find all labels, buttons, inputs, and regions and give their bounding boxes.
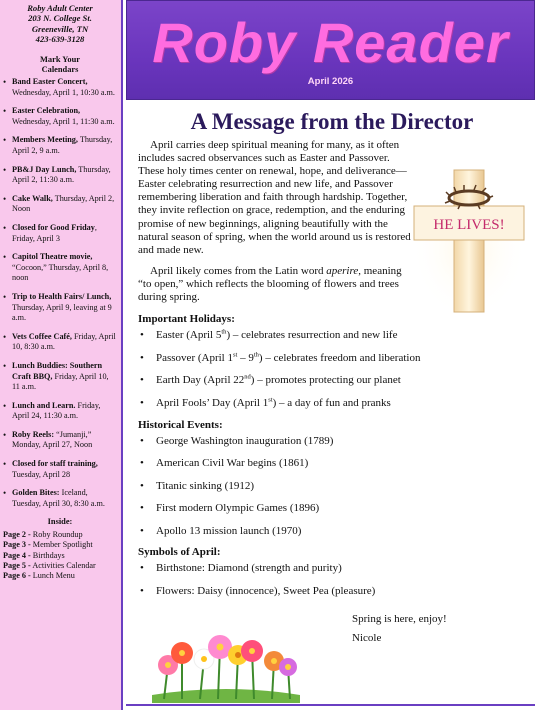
event-item: • Easter Celebration, Wednesday, April 1, 11:30 a.m. <box>3 106 117 127</box>
event-item: • Lunch Buddies: Southern Craft BBQ, Friday, April 10, 11 a.m. <box>3 361 117 393</box>
history-heading: Historical Events: <box>138 418 223 431</box>
org-phone: 423-639-3128 <box>35 34 85 45</box>
symbols-heading: Symbols of April: <box>138 546 221 559</box>
signoff-name: Nicole <box>352 632 382 644</box>
contents-item: Page 6 - Lunch Menu <box>3 571 75 581</box>
inside-contents <box>3 530 117 581</box>
list-item: • Passover (April 1st – 9th) – celebrates freedom and liberation <box>138 352 530 365</box>
event-item: • Vets Coffee Café, Friday, April 10, 8:30 a.m. <box>3 332 117 353</box>
event-item: • Members Meeting, Thursday, April 2, 9 a.m. <box>3 135 117 156</box>
org-city: Greeneville, TN <box>31 23 89 34</box>
symbols-list <box>138 562 530 598</box>
org-name: Roby Adult Center <box>27 3 93 13</box>
bottom-rule <box>126 704 535 706</box>
event-item: • Closed for Good Friday, Friday, April 3 <box>3 223 117 244</box>
event-item: • PB&J Day Lunch, Thursday, April 2, 11:30 a.m. <box>3 165 117 186</box>
list-item: • First modern Olympic Games (1896) <box>138 502 530 515</box>
event-item: • Lunch and Learn. Friday, April 24, 11:30 a.m. <box>3 401 117 422</box>
signoff-line: Spring is here, enjoy! <box>352 613 447 625</box>
contents-item: Page 2 - Roby Roundup <box>3 530 83 540</box>
signoff <box>352 610 447 648</box>
event-list <box>3 77 117 509</box>
org-street: 203 N. College St. <box>28 13 92 24</box>
event-item: • Band Easter Concert, Wednesday, April 1, 10:30 a.m. <box>3 77 117 98</box>
masthead-banner <box>126 0 535 100</box>
list-item: • Apollo 13 mission launch (1970) <box>138 525 530 538</box>
center-address <box>3 3 117 45</box>
holidays-list <box>138 329 530 410</box>
list-item: • George Washington inauguration (1789) <box>138 435 530 448</box>
event-item: • Roby Reels: “Jumanji,” Monday, April 27, Noon <box>3 430 117 451</box>
sidebar <box>0 0 123 710</box>
list-item: • Earth Day (April 22nd) – promotes protecting our planet <box>138 374 530 387</box>
contents-item: Page 4 - Birthdays <box>3 550 65 560</box>
cross-caption: HE LIVES! <box>433 217 505 233</box>
spring-flowers-icon <box>148 625 304 703</box>
event-item: • Golden Bites: Iceland, Tuesday, April 30, 8:30 a.m. <box>3 488 117 509</box>
contents-item: Page 3 - Member Spotlight <box>3 540 93 550</box>
inside-title: Inside: <box>47 517 73 527</box>
list-item: • Flowers: Daisy (innocence), Sweet Pea (pleasure) <box>138 585 530 598</box>
newsletter-title: Roby Reader <box>152 11 509 74</box>
event-item: • Capitol Theatre movie, “Cocoon,” Thursday, April 8, noon <box>3 252 117 284</box>
contents-item: Page 5 - Activities Calendar <box>3 560 96 570</box>
event-item: • Trip to Health Fairs/ Lunch, Thursday, April 9, leaving at 9 a.m. <box>3 292 117 324</box>
list-item: • Birthstone: Diamond (strength and purity) <box>138 562 530 575</box>
etymology-paragraph: April likely comes from the Latin word aperire, meaning “to open,” which reflects the blooming of flowers and trees during spring. <box>138 264 402 304</box>
intro-paragraph: April carries deep spiritual meaning for many, as it often includes sacred observances such as Easter and Passover. These holy times center on renewal, hope, and deliverance—Easter celebrating resurrection and new life, and Passover remembering liberation and faith through hardship. Together, they invite reflection on grace, redemption, and the enduring promise of new beginnings, aligning beautifully with the natural season of spring, when the world around us is restored and made new. <box>138 139 411 256</box>
issue-date: April 2026 <box>307 76 354 87</box>
article-headline: A Message from the Director <box>190 109 474 134</box>
calendar-title: Mark Your Calendars <box>40 54 80 74</box>
history-list <box>138 435 530 538</box>
event-item: • Closed for staff training, Tuesday, April 28 <box>3 459 117 480</box>
list-item: • April Fools’ Day (April 1st) – a day of fun and pranks <box>138 397 530 410</box>
event-item: • Cake Walk, Thursday, April 2, Noon <box>3 194 117 215</box>
list-item: • Easter (April 5th) – celebrates resurrection and new life <box>138 329 530 342</box>
list-item: • Titanic sinking (1912) <box>138 480 530 493</box>
list-item: • American Civil War begins (1861) <box>138 457 530 470</box>
easter-cross-icon <box>410 168 528 313</box>
holidays-heading: Important Holidays: <box>138 313 235 326</box>
